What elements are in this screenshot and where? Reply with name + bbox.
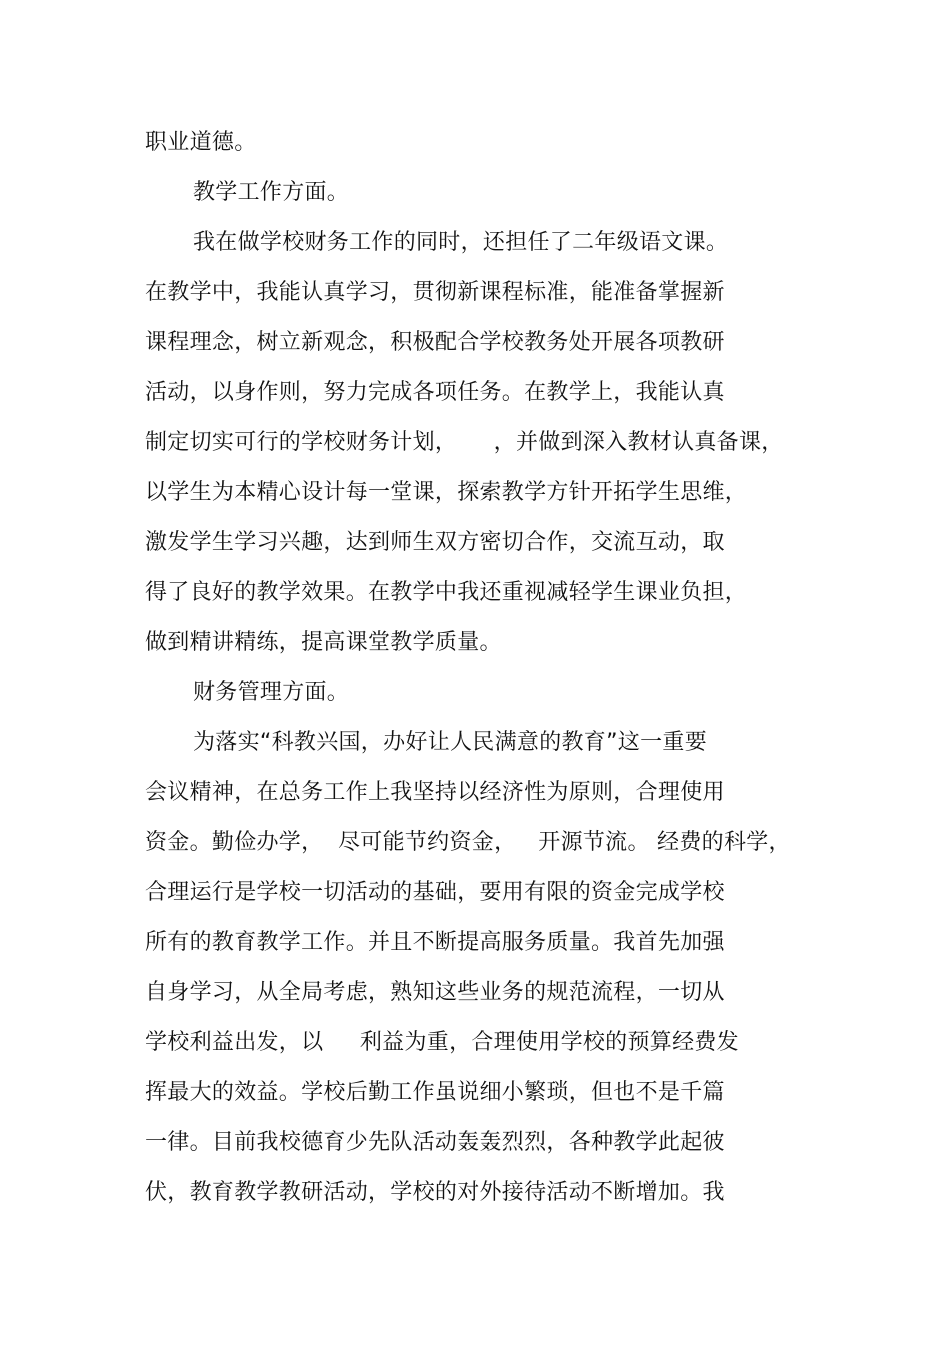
- paragraph-line: 课程理念，树立新观念，积极配合学校教务处开展各项教研: [145, 330, 725, 355]
- paragraph-line: 一律。目前我校德育少先队活动轰轰烈烈，各种教学此起彼: [145, 1130, 725, 1155]
- paragraph-line: 得了良好的教学效果。在教学中我还重视减轻学生课业负担，: [145, 580, 748, 605]
- section-heading-teaching: 教学工作方面。: [193, 180, 350, 205]
- paragraph-line: 我在做学校财务工作的同时，还担任了二年级语文课。: [193, 230, 729, 255]
- paragraph-line: 做到精讲精练，提高课堂教学质量。: [145, 630, 502, 655]
- paragraph-line: 会议精神，在总务工作上我坚持以经济性为原则，合理使用: [145, 780, 725, 805]
- paragraph-line: 资金。勤俭办学， 尽可能节约资金， 开源节流。 经费的科学，: [145, 830, 791, 855]
- paragraph-line: 挥最大的效益。学校后勤工作虽说细小繁琐，但也不是千篇: [145, 1080, 725, 1105]
- section-heading-finance: 财务管理方面。: [193, 680, 350, 705]
- paragraph-line: 自身学习，从全局考虑，熟知这些业务的规范流程，一切从: [145, 980, 725, 1005]
- paragraph-line: 合理运行是学校一切活动的基础，要用有限的资金完成学校: [145, 880, 725, 905]
- paragraph-line: 以学生为本精心设计每一堂课，探索教学方针开拓学生思维，: [145, 480, 748, 505]
- paragraph-line: 所有的教育教学工作。并且不断提高服务质量。我首先加强: [145, 930, 725, 955]
- paragraph-line: 伏，教育教学教研活动，学校的对外接待活动不断增加。我: [145, 1180, 725, 1205]
- paragraph-line: 活动，以身作则，努力完成各项任务。在教学上，我能认真: [145, 380, 725, 405]
- paragraph-line: 在教学中，我能认真学习，贯彻新课程标准，能准备掌握新: [145, 280, 725, 305]
- paragraph-line: 为落实“科教兴国，办好让人民满意的教育”这一重要: [193, 730, 707, 755]
- paragraph-line: 职业道德。: [145, 130, 257, 155]
- paragraph-line: 激发学生学习兴趣，达到师生双方密切合作，交流互动，取: [145, 530, 725, 555]
- paragraph-line: 制定切实可行的学校财务计划， ，并做到深入教材认真备课，: [145, 430, 784, 455]
- paragraph-line: 学校利益出发，以 利益为重，合理使用学校的预算经费发: [145, 1030, 739, 1055]
